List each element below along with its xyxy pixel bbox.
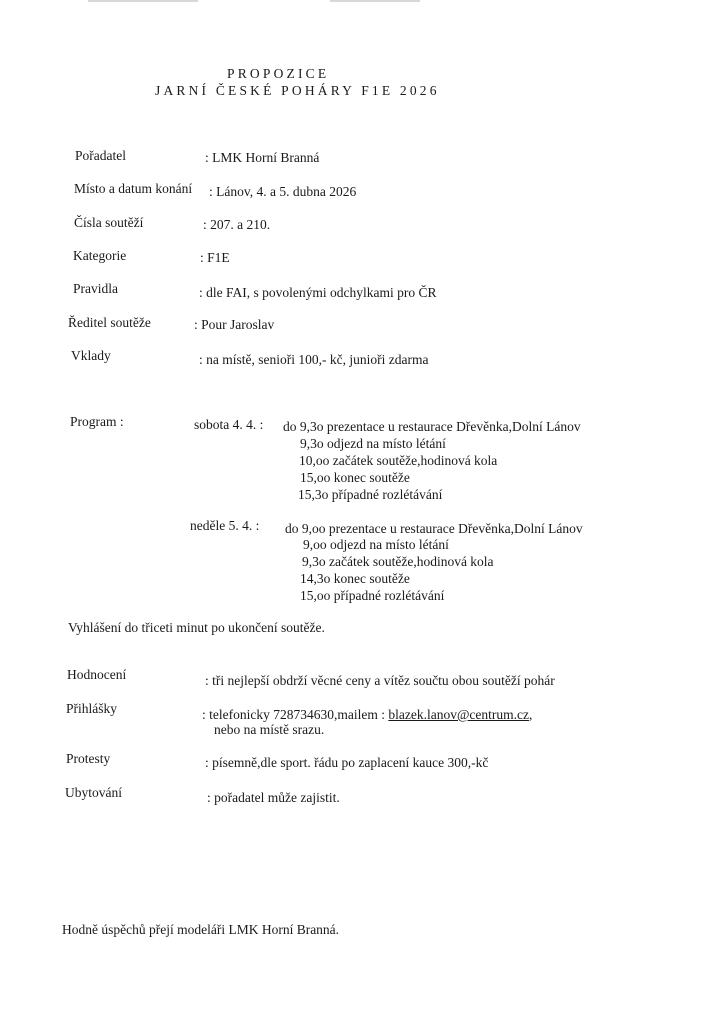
registration-label: Přihlášky [66, 701, 118, 716]
closing-text: Hodně úspěchů přejí modeláři LMK Horní Branná. [62, 922, 340, 937]
program-day-sunday: neděle 5. 4. : [190, 518, 260, 533]
document-subtitle: JARNÍ ČESKÉ POHÁRY F1E 2026 [155, 83, 440, 98]
organizer-value: : LMK Horní Branná [205, 150, 320, 165]
scan-edge-mark [330, 0, 420, 2]
rules-label: Pravidla [73, 281, 118, 296]
rating-value: : tři nejlepší obdrží věcné ceny a vítěz součtu obou soutěží pohár [205, 673, 555, 688]
program-item: do 9,3o prezentace u restaurace Dřevěnka,Dolní Lánov [283, 419, 581, 434]
program-item: 10,oo začátek soutěže,hodinová kola [299, 453, 498, 468]
registration-email-suffix: , [528, 707, 533, 722]
program-item: 9,oo odjezd na místo létání [303, 537, 449, 552]
organizer-label: Pořadatel [75, 148, 126, 163]
document-title: PROPOZICE [227, 66, 330, 81]
registration-email-link[interactable]: blazek.lanov@centrum.cz [388, 707, 529, 722]
rules-value: : dle FAI, s povolenými odchylkami pro ČR [199, 285, 437, 300]
program-label: Program : [70, 414, 124, 429]
program-item: 15,oo případné rozlétávání [300, 588, 445, 603]
numbers-value: : 207. a 210. [203, 217, 271, 232]
program-item: 14,3o konec soutěže [300, 571, 410, 586]
program-item: 9,3o začátek soutěže,hodinová kola [302, 554, 494, 569]
accommodation-value: : pořadatel může zajistit. [207, 790, 340, 805]
program-day-saturday: sobota 4. 4. : [194, 417, 264, 432]
accommodation-label: Ubytování [65, 785, 122, 800]
place-value: : Lánov, 4. a 5. dubna 2026 [209, 184, 357, 199]
registration-phone-text: : telefonicky 728734630,mailem : [202, 707, 389, 722]
registration-value-2: nebo na místě srazu. [214, 722, 325, 737]
registration-value [202, 708, 532, 722]
announcement-text: Vyhlášení do třiceti minut po ukončení soutěže. [68, 620, 325, 635]
protests-value: : písemně,dle sport. řádu po zaplacení kauce 300,-kč [205, 755, 489, 770]
program-item: do 9,oo prezentace u restaurace Dřevěnka,Dolní Lánov [285, 521, 583, 536]
place-label: Místo a datum konání [74, 181, 193, 196]
category-label: Kategorie [73, 248, 127, 263]
program-item: 9,3o odjezd na místo létání [300, 436, 446, 451]
fees-label: Vklady [71, 348, 111, 363]
fees-value: : na místě, senioři 100,- kč, junioři zdarma [199, 352, 429, 367]
director-label: Ředitel soutěže [68, 315, 151, 330]
program-item: 15,3o případné rozlétávání [298, 487, 443, 502]
director-value: : Pour Jaroslav [194, 317, 275, 332]
numbers-label: Čísla soutěží [74, 215, 144, 230]
scan-edge-mark [88, 0, 198, 2]
program-item: 15,oo konec soutěže [300, 470, 410, 485]
protests-label: Protesty [66, 751, 111, 766]
rating-label: Hodnocení [67, 667, 127, 682]
category-value: : F1E [200, 250, 230, 265]
